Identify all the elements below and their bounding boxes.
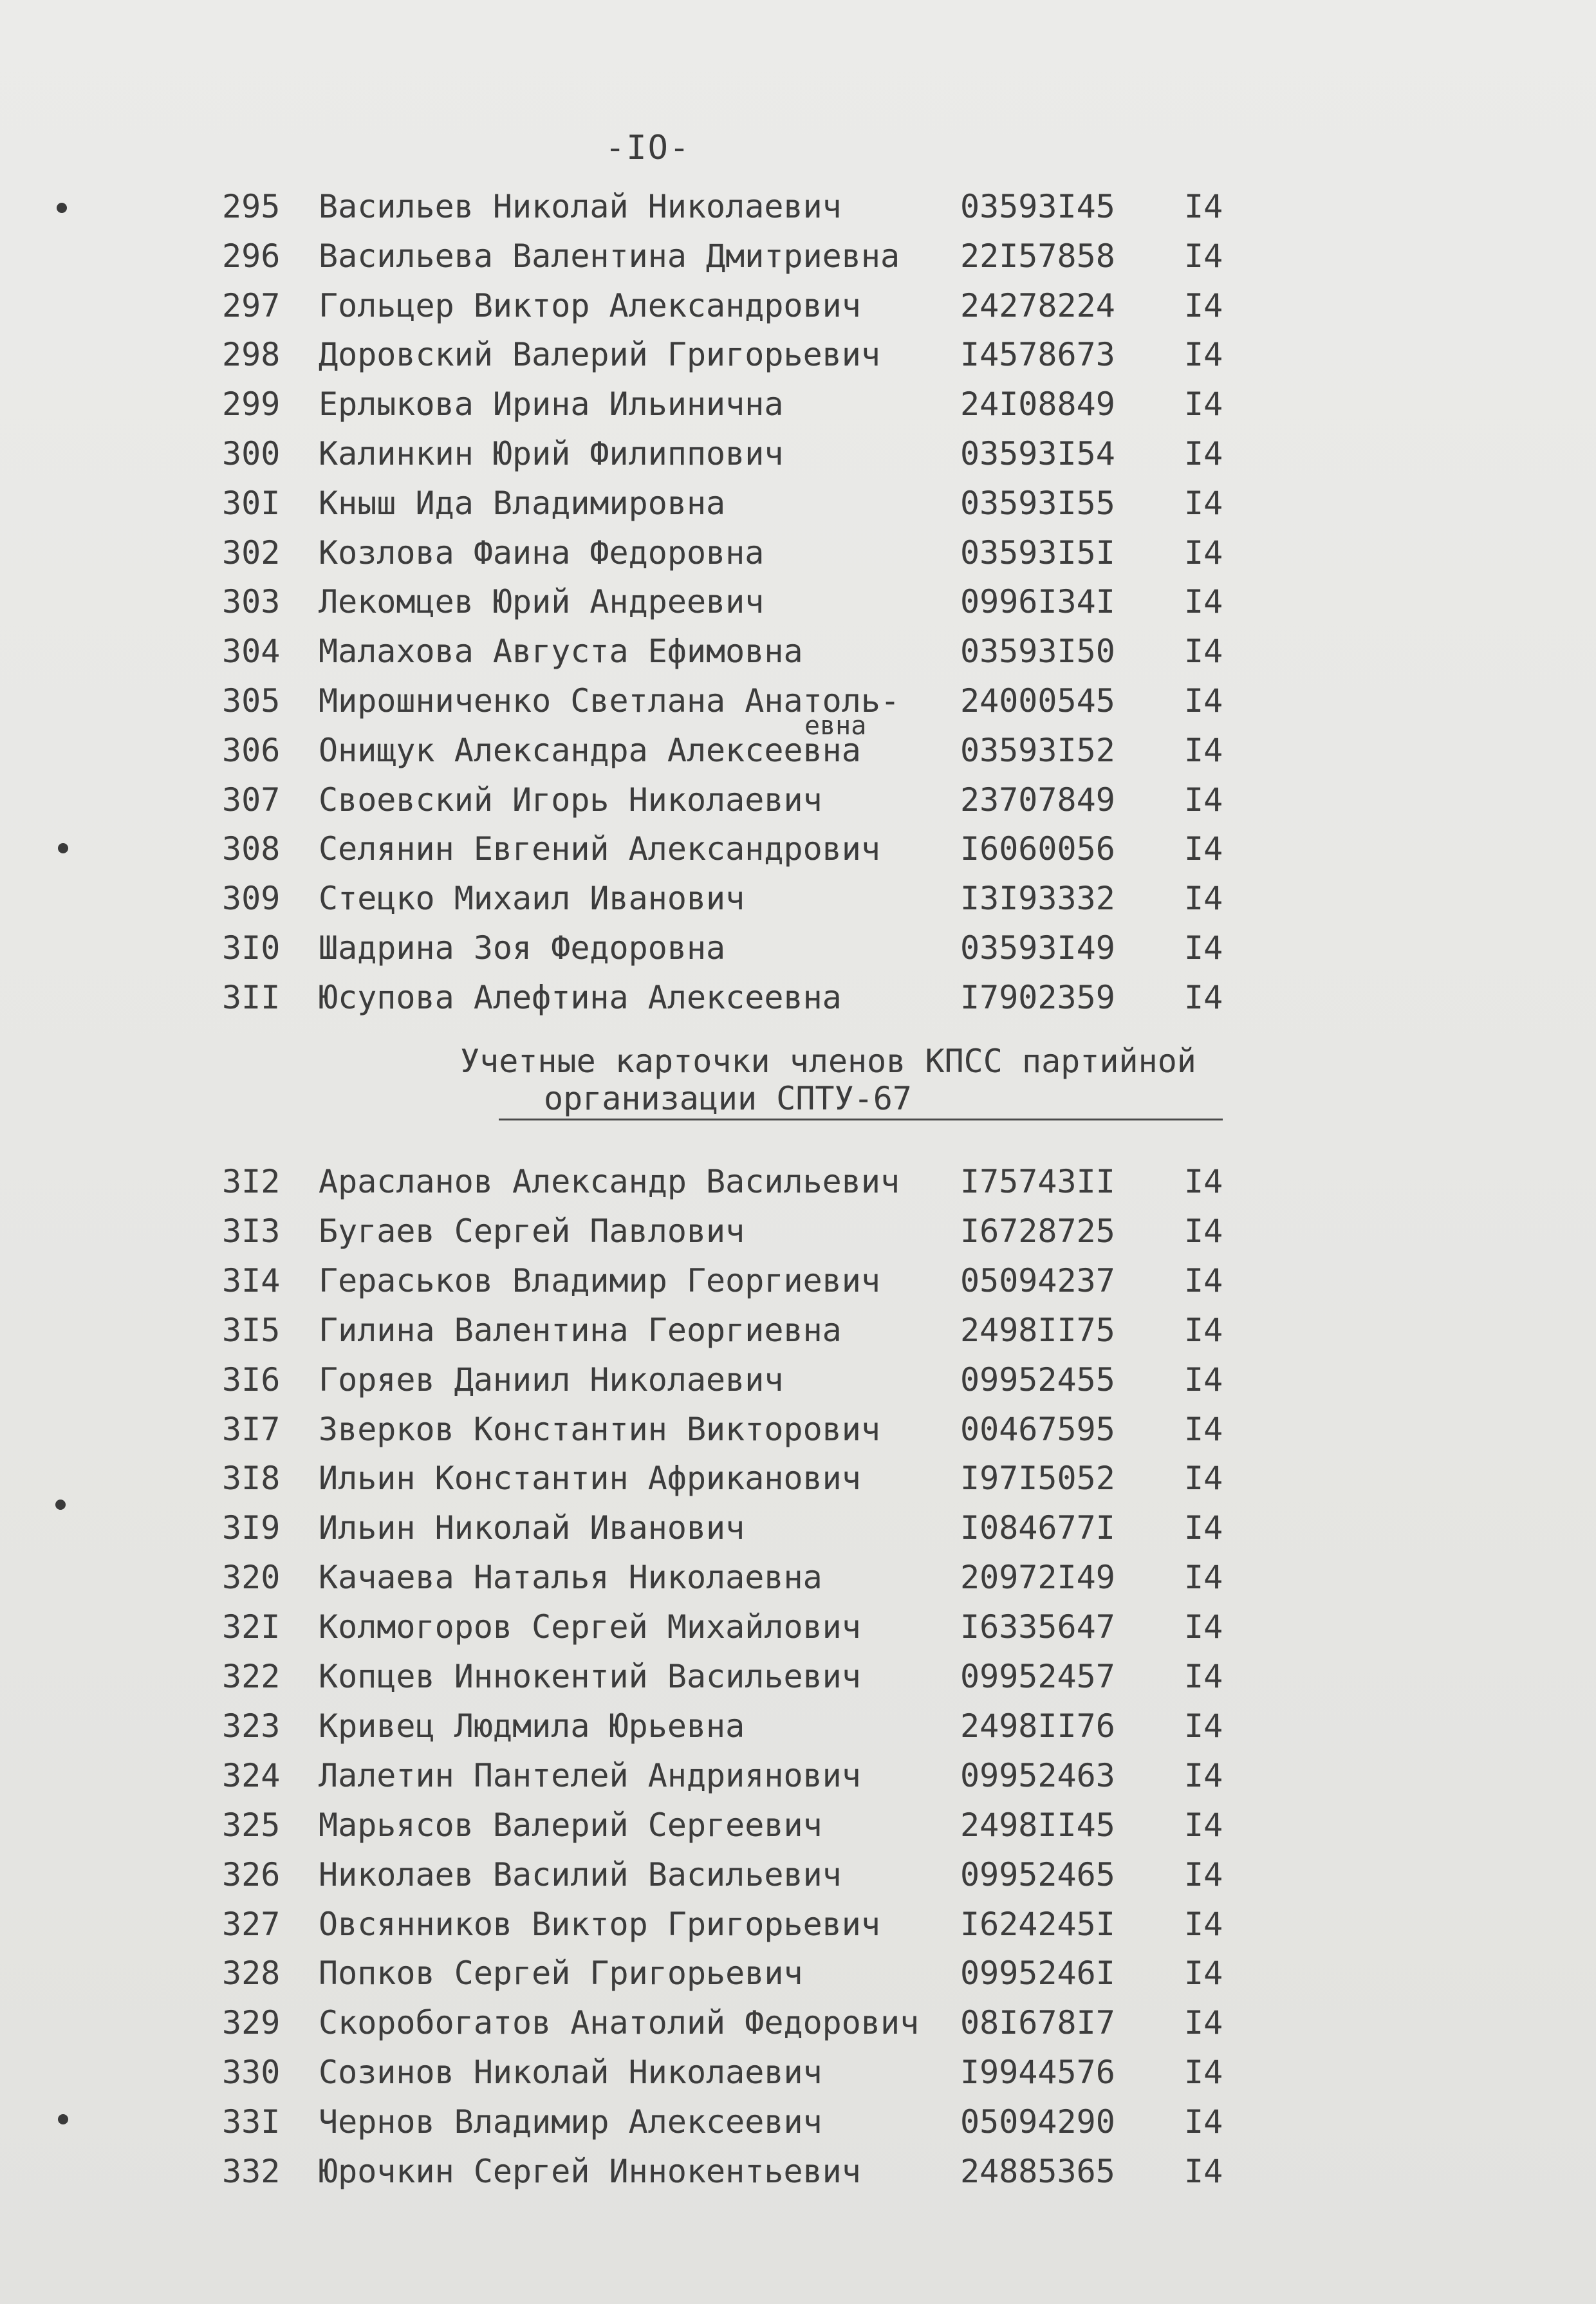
card-number: I7902359	[960, 978, 1115, 1016]
row-value: I4	[1184, 484, 1223, 522]
row-number: 299	[222, 386, 281, 423]
row-number: 325	[222, 1806, 281, 1844]
row-value: I4	[1184, 731, 1223, 769]
row-value: I4	[1184, 237, 1223, 275]
card-number: 03593I54	[960, 435, 1115, 472]
row-number: 3I3	[222, 1212, 281, 1250]
row-value: I4	[1184, 830, 1223, 868]
member-name: Онищук Александра Алексеевна	[319, 731, 861, 769]
member-name: Ильин Константин Африканович	[319, 1460, 861, 1498]
row-value: I4	[1184, 633, 1223, 671]
row-value: I4	[1184, 1658, 1223, 1695]
table-row	[0, 1802, 1596, 1848]
row-number: 308	[222, 830, 281, 868]
member-name: Николаев Василий Васильевич	[319, 1855, 842, 1893]
card-number: I75743II	[960, 1163, 1115, 1200]
card-number: 24278224	[960, 286, 1115, 324]
row-value: I4	[1184, 1261, 1223, 1299]
member-name: Своевский Игорь Николаевич	[319, 781, 822, 819]
member-name: Чернов Владимир Алексеевич	[319, 2103, 822, 2141]
row-value: I4	[1184, 386, 1223, 423]
member-name: Лекомцев Юрий Андреевич	[319, 583, 765, 621]
row-value: I4	[1184, 336, 1223, 374]
row-number: 305	[222, 682, 281, 720]
member-name: Колмогоров Сергей Михайлович	[319, 1608, 861, 1646]
member-name: Гераськов Владимир Георгиевич	[319, 1261, 880, 1299]
card-number: I4578673	[960, 336, 1115, 374]
row-number: 328	[222, 1955, 281, 1993]
table-row	[0, 233, 1596, 279]
row-number: 3I6	[222, 1361, 281, 1398]
table-row	[0, 1554, 1596, 1601]
card-number: I6728725	[960, 1212, 1115, 1250]
table-row	[0, 1703, 1596, 1749]
table-row	[0, 1505, 1596, 1551]
table-row	[0, 875, 1596, 922]
member-name: Юрочкин Сергей Иннокентьевич	[319, 2153, 861, 2190]
member-name: Селянин Евгений Александрович	[319, 830, 880, 868]
table-row	[0, 579, 1596, 625]
row-number: 3I0	[222, 929, 281, 967]
table-row	[0, 974, 1596, 1021]
row-number: 3I9	[222, 1509, 281, 1547]
row-value: I4	[1184, 781, 1223, 819]
card-number: 0996I34I	[960, 583, 1115, 621]
row-value: I4	[1184, 2153, 1223, 2190]
row-value: I4	[1184, 1559, 1223, 1597]
card-number: 00467595	[960, 1410, 1115, 1448]
table-row	[0, 678, 1596, 724]
row-number: 33I	[222, 2103, 281, 2141]
row-number: 30I	[222, 484, 281, 522]
row-value: I4	[1184, 1410, 1223, 1448]
row-value: I4	[1184, 1608, 1223, 1646]
table-row	[0, 1455, 1596, 1501]
table-row	[0, 1258, 1596, 1304]
card-number: I6060056	[960, 830, 1115, 868]
row-number: 32I	[222, 1608, 281, 1646]
row-number: 3I8	[222, 1460, 281, 1498]
row-value: I4	[1184, 1806, 1223, 1844]
member-name: Арасланов Александр Васильевич	[319, 1163, 900, 1200]
card-number: 03593I5I	[960, 534, 1115, 571]
table-row	[0, 1357, 1596, 1403]
row-number: 297	[222, 286, 281, 324]
member-name: Стецко Михаил Иванович	[319, 880, 745, 918]
member-name: Попков Сергей Григорьевич	[319, 1955, 803, 1993]
row-number: 327	[222, 1905, 281, 1943]
card-number: 24885365	[960, 2153, 1115, 2190]
row-number: 3I7	[222, 1410, 281, 1448]
member-name: Шадрина Зоя Федоровна	[319, 929, 726, 967]
table-row	[0, 2049, 1596, 2095]
card-number: 09952455	[960, 1361, 1115, 1398]
table-row	[0, 826, 1596, 872]
row-value: I4	[1184, 1163, 1223, 1200]
member-name: Созинов Николай Николаевич	[319, 2054, 822, 2092]
table-row	[0, 1307, 1596, 1353]
table-row	[0, 1604, 1596, 1650]
card-number: 09952457	[960, 1658, 1115, 1695]
row-value: I4	[1184, 1509, 1223, 1547]
member-name: Кривец Людмила Юрьевна	[319, 1707, 745, 1745]
member-name: Васильев Николай Николаевич	[319, 188, 842, 225]
row-number: 304	[222, 633, 281, 671]
row-number: 3I4	[222, 1261, 281, 1299]
card-number: 03593I52	[960, 731, 1115, 769]
table-row	[0, 480, 1596, 526]
member-name: Мирошниченко Светлана Анатоль-	[319, 682, 900, 720]
member-name: Зверков Константин Викторович	[319, 1410, 880, 1448]
card-number: 08I678I7	[960, 2004, 1115, 2042]
row-number: 320	[222, 1559, 281, 1597]
row-value: I4	[1184, 1212, 1223, 1250]
card-number: I084677I	[960, 1509, 1115, 1547]
card-number: 03593I45	[960, 188, 1115, 225]
table-row	[0, 331, 1596, 378]
table-row	[0, 925, 1596, 971]
row-value: I4	[1184, 1361, 1223, 1398]
card-number: 24I08849	[960, 386, 1115, 423]
row-number: 3II	[222, 978, 281, 1016]
member-name: Козлова Фаина Федоровна	[319, 534, 765, 571]
row-number: 326	[222, 1855, 281, 1893]
member-name: Калинкин Юрий Филиппович	[319, 435, 784, 472]
member-name: Овсянников Виктор Григорьевич	[319, 1905, 880, 1943]
table-row	[0, 2000, 1596, 2046]
row-number: 3I5	[222, 1311, 281, 1349]
row-number: 306	[222, 731, 281, 769]
row-number: 309	[222, 880, 281, 918]
member-name: Бугаев Сергей Павлович	[319, 1212, 745, 1250]
table-row	[0, 1852, 1596, 1898]
table-row	[0, 1158, 1596, 1205]
row-value: I4	[1184, 2103, 1223, 2141]
row-number: 303	[222, 583, 281, 621]
row-number: 3I2	[222, 1163, 281, 1200]
row-number: 298	[222, 336, 281, 374]
member-name: Лалетин Пантелей Андриянович	[319, 1756, 861, 1794]
row-value: I4	[1184, 880, 1223, 918]
member-name: Гольцер Виктор Александрович	[319, 286, 861, 324]
table-row	[0, 1406, 1596, 1453]
member-name: Кныш Ида Владимировна	[319, 484, 726, 522]
table-row	[0, 1901, 1596, 1947]
table-row	[0, 381, 1596, 427]
row-value: I4	[1184, 1311, 1223, 1349]
table-row	[0, 727, 1596, 774]
member-name: Ерлыкова Ирина Ильинична	[319, 386, 784, 423]
row-value: I4	[1184, 1905, 1223, 1943]
row-value: I4	[1184, 1460, 1223, 1498]
card-number: 20972I49	[960, 1559, 1115, 1597]
card-number: 2498II45	[960, 1806, 1115, 1844]
row-value: I4	[1184, 435, 1223, 472]
row-value: I4	[1184, 1955, 1223, 1993]
card-number: 05094237	[960, 1261, 1115, 1299]
card-number: I9944576	[960, 2054, 1115, 2092]
member-name: Васильева Валентина Дмитриевна	[319, 237, 900, 275]
table-row	[0, 530, 1596, 576]
member-name: Малахова Августа Ефимовна	[319, 633, 803, 671]
table-row	[0, 777, 1596, 823]
card-number: 0995246I	[960, 1955, 1115, 1993]
card-number: I97I5052	[960, 1460, 1115, 1498]
row-value: I4	[1184, 1756, 1223, 1794]
card-number: 2498II76	[960, 1707, 1115, 1745]
heading-line-2: организации СПТУ-67	[544, 1080, 912, 1117]
page-number: -IO-	[605, 129, 691, 167]
row-number: 296	[222, 237, 281, 275]
row-number: 307	[222, 781, 281, 819]
row-value: I4	[1184, 583, 1223, 621]
table-row	[0, 283, 1596, 329]
member-name: Марьясов Валерий Сергеевич	[319, 1806, 822, 1844]
table-row	[0, 628, 1596, 674]
card-number: I3I93332	[960, 880, 1115, 918]
card-number: 2498II75	[960, 1311, 1115, 1349]
table-row	[0, 1208, 1596, 1254]
table-row	[0, 2148, 1596, 2195]
member-name: Гилина Валентина Георгиевна	[319, 1311, 842, 1349]
row-number: 329	[222, 2004, 281, 2042]
card-number: 03593I55	[960, 484, 1115, 522]
heading-line-1: Учетные карточки членов КПСС партийной	[460, 1043, 1196, 1080]
card-number: I624245I	[960, 1905, 1115, 1943]
row-value: I4	[1184, 929, 1223, 967]
member-name: Доровский Валерий Григорьевич	[319, 336, 880, 374]
table-row	[0, 431, 1596, 477]
member-name: Скоробогатов Анатолий Федорович	[319, 2004, 920, 2042]
row-number: 323	[222, 1707, 281, 1745]
table-row	[0, 183, 1596, 230]
name-continuation: евна	[804, 711, 867, 741]
card-number: 03593I49	[960, 929, 1115, 967]
card-number: 23707849	[960, 781, 1115, 819]
table-row	[0, 1752, 1596, 1799]
table-row	[0, 1950, 1596, 1996]
row-value: I4	[1184, 286, 1223, 324]
row-number: 332	[222, 2153, 281, 2190]
row-number: 295	[222, 188, 281, 225]
table-row	[0, 2099, 1596, 2145]
member-name: Качаева Наталья Николаевна	[319, 1559, 822, 1597]
card-number: 24000545	[960, 682, 1115, 720]
card-number: 03593I50	[960, 633, 1115, 671]
row-number: 302	[222, 534, 281, 571]
row-number: 324	[222, 1756, 281, 1794]
row-number: 322	[222, 1658, 281, 1695]
card-number: 05094290	[960, 2103, 1115, 2141]
member-name: Юсупова Алефтина Алексеевна	[319, 978, 842, 1016]
row-value: I4	[1184, 2054, 1223, 2092]
table-row	[0, 1653, 1596, 1700]
card-number: 09952465	[960, 1855, 1115, 1893]
card-number: 22I57858	[960, 237, 1115, 275]
row-value: I4	[1184, 534, 1223, 571]
row-value: I4	[1184, 2004, 1223, 2042]
member-name: Копцев Иннокентий Васильевич	[319, 1658, 861, 1695]
row-number: 300	[222, 435, 281, 472]
member-name: Ильин Николай Иванович	[319, 1509, 745, 1547]
card-number: 09952463	[960, 1756, 1115, 1794]
row-number: 330	[222, 2054, 281, 2092]
section-heading	[460, 1043, 1196, 1117]
heading-underline	[499, 1119, 1223, 1120]
row-value: I4	[1184, 188, 1223, 225]
row-value: I4	[1184, 682, 1223, 720]
member-name: Горяев Даниил Николаевич	[319, 1361, 784, 1398]
row-value: I4	[1184, 978, 1223, 1016]
row-value: I4	[1184, 1707, 1223, 1745]
card-number: I6335647	[960, 1608, 1115, 1646]
row-value: I4	[1184, 1855, 1223, 1893]
